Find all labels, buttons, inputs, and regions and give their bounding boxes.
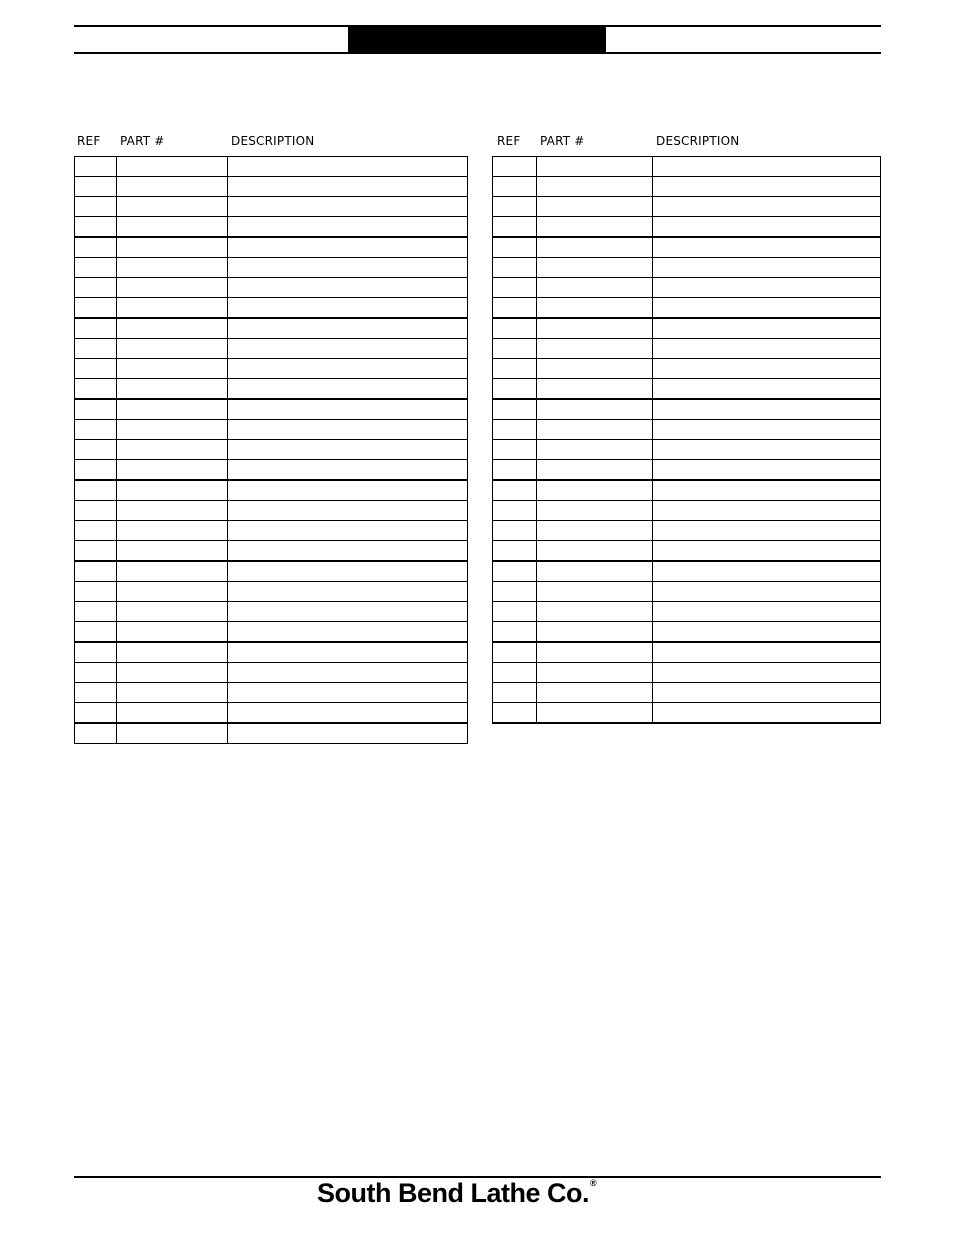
table-cell [117, 582, 228, 602]
table-cell [75, 521, 117, 541]
table-row [493, 258, 881, 278]
table-cell [75, 217, 117, 238]
table-row [493, 237, 881, 258]
table-cell [228, 359, 468, 379]
table-cell [75, 663, 117, 683]
table-cell [75, 582, 117, 602]
table-row [493, 460, 881, 481]
table-row [75, 663, 468, 683]
table-cell [653, 440, 881, 460]
table-row [75, 420, 468, 440]
table-cell [75, 541, 117, 562]
table-row [493, 683, 881, 703]
table-cell [653, 663, 881, 683]
table-row [493, 318, 881, 339]
table-cell [537, 339, 653, 359]
table-row [75, 157, 468, 177]
table-row [75, 258, 468, 278]
table-cell [537, 501, 653, 521]
table-row [75, 339, 468, 359]
table-cell [653, 258, 881, 278]
table-cell [653, 197, 881, 217]
table-row [75, 723, 468, 744]
table-cell [117, 460, 228, 481]
table-cell [117, 197, 228, 217]
table-cell [493, 642, 537, 663]
table-cell [493, 278, 537, 298]
table-row [75, 521, 468, 541]
table-cell [493, 298, 537, 319]
table-cell [493, 602, 537, 622]
table-cell [537, 359, 653, 379]
table-row [493, 703, 881, 724]
table-cell [493, 217, 537, 238]
table-cell [537, 197, 653, 217]
table-cell [117, 217, 228, 238]
table-row [493, 197, 881, 217]
table-cell [493, 703, 537, 724]
table-cell [653, 460, 881, 481]
table-row [493, 157, 881, 177]
table-row [493, 298, 881, 319]
parts-table-left-body [75, 157, 468, 744]
table-cell [537, 582, 653, 602]
table-cell [228, 440, 468, 460]
table-row [75, 460, 468, 481]
table-cell [537, 521, 653, 541]
table-row [75, 298, 468, 319]
table-cell [537, 683, 653, 703]
table-cell [75, 177, 117, 197]
table-cell [493, 501, 537, 521]
table-cell [117, 501, 228, 521]
table-cell [653, 298, 881, 319]
table-cell [537, 440, 653, 460]
table-cell [537, 420, 653, 440]
parts-table-right-body [493, 157, 881, 724]
table-cell [653, 420, 881, 440]
table-cell [75, 339, 117, 359]
column-header-description: DESCRIPTION [231, 134, 315, 148]
table-cell [653, 602, 881, 622]
table-cell [228, 663, 468, 683]
table-cell [117, 339, 228, 359]
table-cell [117, 379, 228, 400]
table-cell [117, 683, 228, 703]
table-cell [117, 278, 228, 298]
table-cell [117, 703, 228, 724]
table-cell [537, 157, 653, 177]
table-cell [653, 339, 881, 359]
table-cell [75, 298, 117, 319]
table-cell [653, 501, 881, 521]
table-row [493, 501, 881, 521]
table-row [75, 642, 468, 663]
table-cell [228, 339, 468, 359]
header-title-block [348, 26, 606, 54]
table-cell [493, 197, 537, 217]
brand-logo [317, 1178, 595, 1209]
table-cell [117, 723, 228, 744]
table-cell [653, 157, 881, 177]
table-cell [537, 379, 653, 400]
table-row [75, 501, 468, 521]
table-row [493, 399, 881, 420]
table-row [493, 521, 881, 541]
table-cell [228, 703, 468, 724]
table-cell [537, 541, 653, 562]
table-cell [228, 541, 468, 562]
table-cell [537, 237, 653, 258]
table-cell [228, 217, 468, 238]
table-cell [537, 217, 653, 238]
table-cell [493, 622, 537, 643]
table-row [75, 379, 468, 400]
table-cell [75, 359, 117, 379]
table-row [75, 561, 468, 582]
table-cell [493, 480, 537, 501]
table-cell [653, 541, 881, 562]
table-cell [653, 622, 881, 643]
table-cell [117, 298, 228, 319]
table-row [493, 480, 881, 501]
table-cell [493, 521, 537, 541]
table-cell [653, 521, 881, 541]
table-cell [117, 359, 228, 379]
table-cell [537, 318, 653, 339]
table-row [493, 278, 881, 298]
table-cell [75, 237, 117, 258]
table-cell [117, 480, 228, 501]
table-row [75, 541, 468, 562]
table-cell [75, 501, 117, 521]
table-cell [653, 379, 881, 400]
table-cell [75, 278, 117, 298]
table-cell [75, 157, 117, 177]
table-cell [228, 399, 468, 420]
table-cell [653, 703, 881, 724]
table-cell [537, 399, 653, 420]
table-cell [117, 177, 228, 197]
table-cell [653, 683, 881, 703]
table-cell [228, 177, 468, 197]
table-cell [117, 642, 228, 663]
table-cell [75, 480, 117, 501]
table-row [493, 359, 881, 379]
table-cell [228, 582, 468, 602]
table-row [493, 339, 881, 359]
table-cell [537, 602, 653, 622]
table-cell [653, 642, 881, 663]
table-row [493, 663, 881, 683]
table-cell [493, 541, 537, 562]
table-cell [493, 237, 537, 258]
table-cell [75, 622, 117, 643]
table-cell [117, 622, 228, 643]
table-cell [228, 501, 468, 521]
table-cell [117, 318, 228, 339]
table-cell [75, 440, 117, 460]
table-row [75, 177, 468, 197]
table-cell [493, 177, 537, 197]
table-row [493, 561, 881, 582]
table-cell [493, 582, 537, 602]
table-cell [228, 379, 468, 400]
table-cell [493, 399, 537, 420]
table-cell [228, 642, 468, 663]
table-cell [228, 622, 468, 643]
table-cell [653, 237, 881, 258]
table-cell [228, 521, 468, 541]
table-cell [537, 663, 653, 683]
table-cell [653, 480, 881, 501]
table-row [493, 177, 881, 197]
table-row [75, 318, 468, 339]
table-row [75, 217, 468, 238]
table-cell [228, 561, 468, 582]
table-cell [117, 258, 228, 278]
table-cell [537, 298, 653, 319]
table-row [75, 622, 468, 643]
table-cell [537, 258, 653, 278]
table-cell [117, 663, 228, 683]
table-cell [493, 683, 537, 703]
table-cell [537, 278, 653, 298]
table-cell [117, 561, 228, 582]
table-cell [75, 642, 117, 663]
table-cell [653, 177, 881, 197]
table-cell [228, 602, 468, 622]
table-cell [228, 298, 468, 319]
table-row [75, 359, 468, 379]
table-cell [228, 278, 468, 298]
table-cell [228, 460, 468, 481]
table-cell [117, 440, 228, 460]
table-cell [537, 480, 653, 501]
table-cell [537, 622, 653, 643]
table-cell [75, 420, 117, 440]
table-cell [493, 379, 537, 400]
brand-name: South Bend Lathe Co. [317, 1178, 589, 1208]
table-row [493, 440, 881, 460]
table-row [75, 197, 468, 217]
table-row [75, 683, 468, 703]
table-cell [653, 399, 881, 420]
table-cell [228, 420, 468, 440]
table-cell [117, 237, 228, 258]
table-row [75, 582, 468, 602]
table-cell [537, 460, 653, 481]
table-cell [653, 582, 881, 602]
table-row [75, 440, 468, 460]
table-cell [493, 258, 537, 278]
table-cell [75, 683, 117, 703]
table-cell [75, 703, 117, 724]
table-row [75, 237, 468, 258]
table-cell [493, 157, 537, 177]
table-row [75, 602, 468, 622]
table-cell [537, 703, 653, 724]
table-cell [75, 379, 117, 400]
table-cell [228, 237, 468, 258]
table-row [75, 278, 468, 298]
table-row [493, 622, 881, 643]
column-header-part: PART # [120, 134, 165, 148]
table-cell [117, 602, 228, 622]
table-cell [75, 460, 117, 481]
table-cell [75, 258, 117, 278]
table-cell [493, 318, 537, 339]
table-cell [75, 602, 117, 622]
table-cell [117, 420, 228, 440]
column-header-ref: REF [77, 134, 101, 148]
table-cell [493, 561, 537, 582]
table-cell [653, 561, 881, 582]
column-header-part: PART # [540, 134, 585, 148]
table-row [493, 420, 881, 440]
table-cell [117, 399, 228, 420]
parts-table-left [74, 134, 468, 744]
table-row [493, 379, 881, 400]
table-cell [653, 278, 881, 298]
table-row [493, 217, 881, 238]
table-cell [117, 521, 228, 541]
table-cell [537, 642, 653, 663]
registered-mark: ® [589, 1178, 597, 1188]
table-cell [117, 157, 228, 177]
table-cell [653, 318, 881, 339]
table-cell [228, 197, 468, 217]
table-cell [117, 541, 228, 562]
table-row [75, 480, 468, 501]
column-header-description: DESCRIPTION [656, 134, 740, 148]
table-cell [493, 663, 537, 683]
column-header-ref: REF [497, 134, 521, 148]
table-cell [653, 217, 881, 238]
table-cell [653, 359, 881, 379]
table-cell [228, 723, 468, 744]
table-cell [537, 177, 653, 197]
parts-table-right [492, 134, 881, 724]
table-cell [493, 420, 537, 440]
table-row [75, 703, 468, 724]
table-cell [75, 399, 117, 420]
table-row [493, 602, 881, 622]
table-row [75, 399, 468, 420]
table-cell [537, 561, 653, 582]
table-cell [493, 440, 537, 460]
table-cell [228, 258, 468, 278]
table-cell [228, 157, 468, 177]
table-cell [75, 561, 117, 582]
table-cell [75, 723, 117, 744]
table-cell [493, 359, 537, 379]
table-row [493, 642, 881, 663]
table-cell [493, 339, 537, 359]
table-cell [228, 318, 468, 339]
table-row [493, 541, 881, 562]
table-row [493, 582, 881, 602]
table-cell [228, 683, 468, 703]
table-cell [228, 480, 468, 501]
table-cell [493, 460, 537, 481]
table-cell [75, 318, 117, 339]
table-cell [75, 197, 117, 217]
